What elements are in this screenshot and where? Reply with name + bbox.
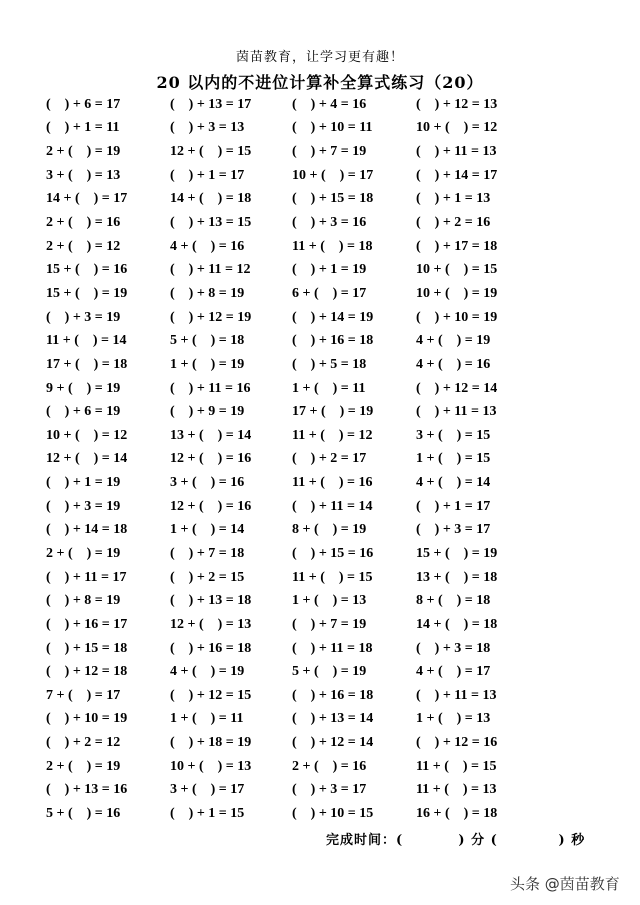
problem-item: ( ) + 11 = 16 [170,380,251,396]
problem-item: 1 + ( ) = 14 [170,522,245,538]
problem-row [46,117,606,141]
problem-item: 1 + ( ) = 13 [416,711,491,727]
problem-item: 8 + ( ) = 18 [416,593,491,609]
problem-item: ( ) + 15 = 18 [46,640,128,656]
problem-row [46,802,606,826]
problem-row [46,400,606,424]
problem-item: ( ) + 2 = 17 [292,451,367,467]
problem-row [46,164,606,188]
problem-row [46,660,606,684]
problem-item: ( ) + 11 = 18 [292,640,373,656]
problem-item: 15 + ( ) = 19 [416,545,498,561]
problem-item: 5 + ( ) = 18 [170,333,245,349]
problem-item: 17 + ( ) = 19 [292,404,374,420]
problem-item: 11 + ( ) = 13 [416,782,497,798]
problem-item: 15 + ( ) = 16 [46,262,128,278]
problem-item: 12 + ( ) = 13 [170,616,252,632]
problem-row [46,566,606,590]
problem-item: 4 + ( ) = 16 [416,356,491,372]
problem-item: 7 + ( ) = 17 [46,687,121,703]
problem-item: ( ) + 12 = 19 [170,309,252,325]
problem-item: 14 + ( ) = 17 [46,191,128,207]
problem-row [46,519,606,543]
problem-item: ( ) + 3 = 16 [292,215,367,231]
problem-item: ( ) + 4 = 16 [292,96,367,112]
page-title: 20 以内的不进位计算补全算式练习（20） [156,73,484,92]
problem-row [46,731,606,755]
problem-item: ( ) + 13 = 14 [292,711,374,727]
problem-grid [46,93,606,826]
completion-time-label: 完成时间：( ) 分 ( ) 秒 [326,833,586,848]
problem-item: 17 + ( ) = 18 [46,356,128,372]
problem-item: ( ) + 14 = 17 [416,167,498,183]
problem-item: ( ) + 10 = 15 [292,806,374,822]
problem-item: ( ) + 11 = 14 [292,498,373,514]
problem-item: 1 + ( ) = 19 [170,356,245,372]
problem-item: ( ) + 1 = 17 [170,167,245,183]
problem-row [46,377,606,401]
problem-item: 10 + ( ) = 17 [292,167,374,183]
problem-item: ( ) + 3 = 17 [292,782,367,798]
problem-item: ( ) + 6 = 17 [46,96,121,112]
page-subtitle: 茵苗教育，让学习更有趣！ [235,50,404,65]
problem-item: ( ) + 16 = 18 [170,640,252,656]
problem-item: ( ) + 12 = 16 [416,735,498,751]
problem-item: 3 + ( ) = 15 [416,427,491,443]
problem-item: ( ) + 1 = 19 [46,475,121,491]
problem-item: 6 + ( ) = 17 [292,285,367,301]
problem-row [46,353,606,377]
problem-item: ( ) + 12 = 14 [416,380,498,396]
problem-item: ( ) + 1 = 15 [170,806,245,822]
problem-row [46,329,606,353]
problem-item: 1 + ( ) = 11 [170,711,244,727]
problem-item: 15 + ( ) = 19 [46,285,128,301]
problem-row [46,93,606,117]
problem-item: 11 + ( ) = 15 [416,758,497,774]
problem-item: ( ) + 17 = 18 [416,238,498,254]
problem-item: ( ) + 12 = 18 [46,664,128,680]
problem-item: ( ) + 6 = 19 [46,404,121,420]
problem-item: ( ) + 12 = 14 [292,735,374,751]
problem-item: 12 + ( ) = 16 [170,498,252,514]
problem-row [46,258,606,282]
problem-item: ( ) + 2 = 12 [46,735,121,751]
problem-item: 4 + ( ) = 17 [416,664,491,680]
problem-item: ( ) + 1 = 17 [416,498,491,514]
problem-row [46,542,606,566]
problem-item: 12 + ( ) = 14 [46,451,128,467]
problem-item: 10 + ( ) = 12 [46,427,128,443]
problem-item: ( ) + 13 = 15 [170,215,252,231]
problem-row [46,684,606,708]
problem-item: 4 + ( ) = 19 [170,664,245,680]
problem-item: 11 + ( ) = 16 [292,475,373,491]
problem-item: ( ) + 11 = 13 [416,687,497,703]
problem-item: 1 + ( ) = 15 [416,451,491,467]
problem-item: 11 + ( ) = 18 [292,238,373,254]
problem-row [46,495,606,519]
problem-item: ( ) + 3 = 19 [46,498,121,514]
problem-item: ( ) + 9 = 19 [170,404,245,420]
problem-item: ( ) + 14 = 19 [292,309,374,325]
problem-item: 10 + ( ) = 15 [416,262,498,278]
problem-item: ( ) + 3 = 18 [416,640,491,656]
problem-item: ( ) + 13 = 18 [170,593,252,609]
problem-row [46,188,606,212]
problem-item: ( ) + 15 = 16 [292,545,374,561]
problem-item: 9 + ( ) = 19 [46,380,121,396]
problem-item: 14 + ( ) = 18 [170,191,252,207]
problem-item: 5 + ( ) = 16 [46,806,121,822]
problem-row [46,589,606,613]
problem-row [46,755,606,779]
problem-row [46,140,606,164]
problem-item: ( ) + 5 = 18 [292,356,367,372]
problem-item: ( ) + 11 = 12 [170,262,251,278]
problem-row [46,708,606,732]
problem-item: ( ) + 1 = 19 [292,262,367,278]
problem-item: ( ) + 2 = 15 [170,569,245,585]
problem-row [46,779,606,803]
problem-row [46,306,606,330]
problem-item: ( ) + 14 = 18 [46,522,128,538]
problem-row [46,448,606,472]
problem-item: ( ) + 3 = 17 [416,522,491,538]
problem-item: 8 + ( ) = 19 [292,522,367,538]
problem-item: ( ) + 10 = 19 [46,711,128,727]
problem-item: 2 + ( ) = 16 [46,215,121,231]
problem-item: ( ) + 8 = 19 [46,593,121,609]
problem-item: 1 + ( ) = 13 [292,593,367,609]
problem-item: ( ) + 11 = 13 [416,144,497,160]
problem-item: 12 + ( ) = 16 [170,451,252,467]
problem-item: ( ) + 13 = 16 [46,782,128,798]
problem-item: ( ) + 8 = 19 [170,285,245,301]
problem-item: ( ) + 10 = 19 [416,309,498,325]
problem-item: 2 + ( ) = 19 [46,144,121,160]
problem-item: ( ) + 1 = 13 [416,191,491,207]
problem-row [46,211,606,235]
problem-item: ( ) + 7 = 18 [170,545,245,561]
problem-item: ( ) + 2 = 16 [416,215,491,231]
problem-item: 5 + ( ) = 19 [292,664,367,680]
problem-item: 2 + ( ) = 16 [292,758,367,774]
problem-item: 4 + ( ) = 19 [416,333,491,349]
watermark: 头条 @茵苗教育 [510,875,620,893]
problem-item: ( ) + 16 = 17 [46,616,128,632]
problem-item: ( ) + 16 = 18 [292,333,374,349]
problem-item: 10 + ( ) = 19 [416,285,498,301]
problem-item: 13 + ( ) = 14 [170,427,252,443]
problem-item: 4 + ( ) = 16 [170,238,245,254]
problem-item: 12 + ( ) = 15 [170,144,252,160]
problem-row [46,424,606,448]
problem-row [46,471,606,495]
problem-item: 16 + ( ) = 18 [416,806,498,822]
problem-item: 14 + ( ) = 18 [416,616,498,632]
problem-item: 3 + ( ) = 16 [170,475,245,491]
problem-item: ( ) + 12 = 13 [416,96,498,112]
problem-item: ( ) + 11 = 13 [416,404,497,420]
problem-item: ( ) + 3 = 13 [170,120,245,136]
problem-row [46,235,606,259]
problem-row [46,637,606,661]
problem-row [46,282,606,306]
problem-item: ( ) + 16 = 18 [292,687,374,703]
problem-item: ( ) + 1 = 11 [46,120,120,136]
problem-item: ( ) + 11 = 17 [46,569,127,585]
problem-item: ( ) + 10 = 11 [292,120,373,136]
problem-item: ( ) + 7 = 19 [292,144,367,160]
problem-item: 3 + ( ) = 13 [46,167,121,183]
problem-item: 3 + ( ) = 17 [170,782,245,798]
problem-item: 4 + ( ) = 14 [416,475,491,491]
problem-row [46,613,606,637]
problem-item: ( ) + 7 = 19 [292,616,367,632]
problem-item: 10 + ( ) = 12 [416,120,498,136]
problem-item: 13 + ( ) = 18 [416,569,498,585]
problem-item: 11 + ( ) = 12 [292,427,373,443]
problem-item: 2 + ( ) = 19 [46,758,121,774]
problem-item: ( ) + 3 = 19 [46,309,121,325]
problem-item: ( ) + 12 = 15 [170,687,252,703]
problem-item: 2 + ( ) = 19 [46,545,121,561]
problem-item: ( ) + 13 = 17 [170,96,252,112]
problem-item: ( ) + 18 = 19 [170,735,252,751]
problem-item: 10 + ( ) = 13 [170,758,252,774]
problem-item: 2 + ( ) = 12 [46,238,121,254]
problem-item: 11 + ( ) = 14 [46,333,127,349]
problem-item: ( ) + 15 = 18 [292,191,374,207]
problem-item: 1 + ( ) = 11 [292,380,366,396]
problem-item: 11 + ( ) = 15 [292,569,373,585]
